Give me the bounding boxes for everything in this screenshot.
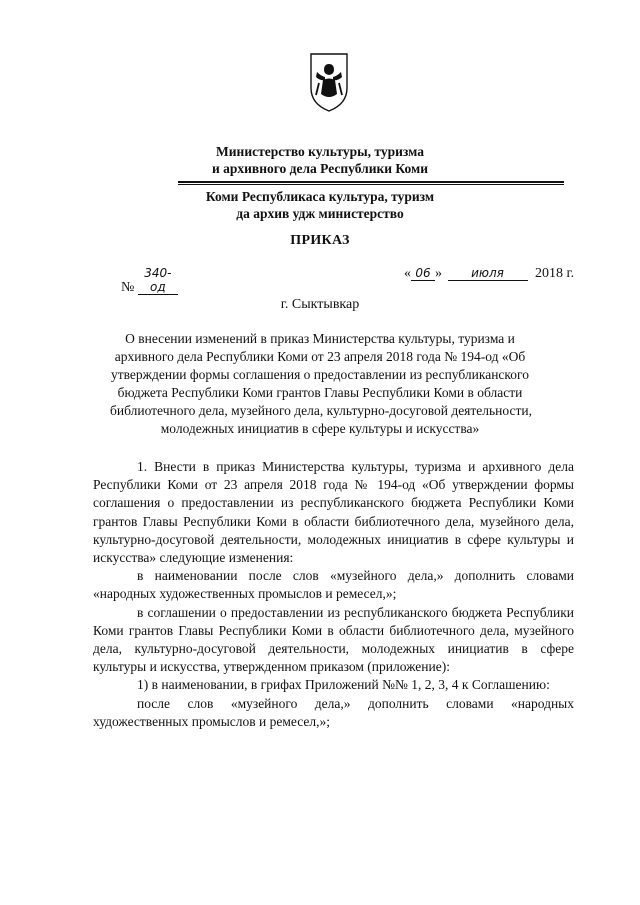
body-paragraph: в соглашении о предоставлении из республиканского бюджета Республики Коми грантов Главы Республики Коми в области библиотечного дела, музейного дела, культурно-досуговой деятельности, молодежных инициатив в сфере культуры и искусства, утвержденном приказом (приложение): [93,604,574,675]
order-date [404,266,574,282]
document-type-title: ПРИКАЗ [290,233,350,248]
order-number [121,266,178,296]
handwritten-month: июля [448,266,528,281]
city-of-issue: г. Сыктывкар [280,297,360,312]
title-line: молодежных инициатив в сфере культуры и искусства» [160,421,480,436]
date-close-quote: » [435,266,442,281]
title-line: архивного дела Республики Коми от 23 апреля 2018 года № 194-од «Об [114,349,526,364]
title-line: утверждении формы соглашения о предоставлении из республиканского [110,367,530,382]
header-divider-thin [178,184,564,185]
body-paragraph: после слов «музейного дела,» дополнить словами «народных художественных промыслов и ремесел,»; [93,695,574,729]
ministry-ru-line-1: Министерство культуры, туризма [216,144,424,159]
header-divider-thick [178,181,564,183]
ministry-name-komi [0,188,640,222]
ministry-komi-line-1: Коми Республикаса культура, туризм [205,189,435,204]
ministry-komi-line-2: да архив удж министерство [236,206,404,221]
ministry-ru-line-2: и архивного дела Республики Коми [211,161,429,176]
handwritten-order-number: 340-од [138,266,178,295]
body-paragraph: 1) в наименовании, в грифах Приложений №№ 1, 2, 3, 4 к Соглашению: [137,677,550,693]
title-line: библиотечного дела, музейного дела, культурно-досуговой деятельности, [110,403,532,418]
number-sign: № [121,280,135,295]
title-line: бюджета Республики Коми грантов Главы Республики Коми в области [117,385,523,400]
order-body [93,458,574,731]
ministry-name-russian [0,143,640,177]
body-paragraph: 1. Внести в приказ Министерства культуры, туризма и архивного дела Республики Коми от 23 апреля 2018 года № 194-од «Об утверждении формы соглашения о предоставлении из республиканского бюджета Республики Коми грантов Главы Республики Коми в области библиотечного дела, музейного дела, культурно-досуговой деятельности, молодежных инициатив в сфере культуры и искусства» следующие изменения: [93,459,574,566]
body-paragraph: в наименовании после слов «музейного дела,» дополнить словами «народных художественных промыслов и ремесел,»; [93,568,574,602]
date-open-quote: « [404,266,411,281]
date-year: 2018 г. [535,266,575,281]
title-line: О внесении изменений в приказ Министерства культуры, туризма и [125,331,515,346]
coat-of-arms-emblem-icon [307,50,351,114]
handwritten-day: 06 [411,266,435,281]
order-subject-title [110,330,530,438]
